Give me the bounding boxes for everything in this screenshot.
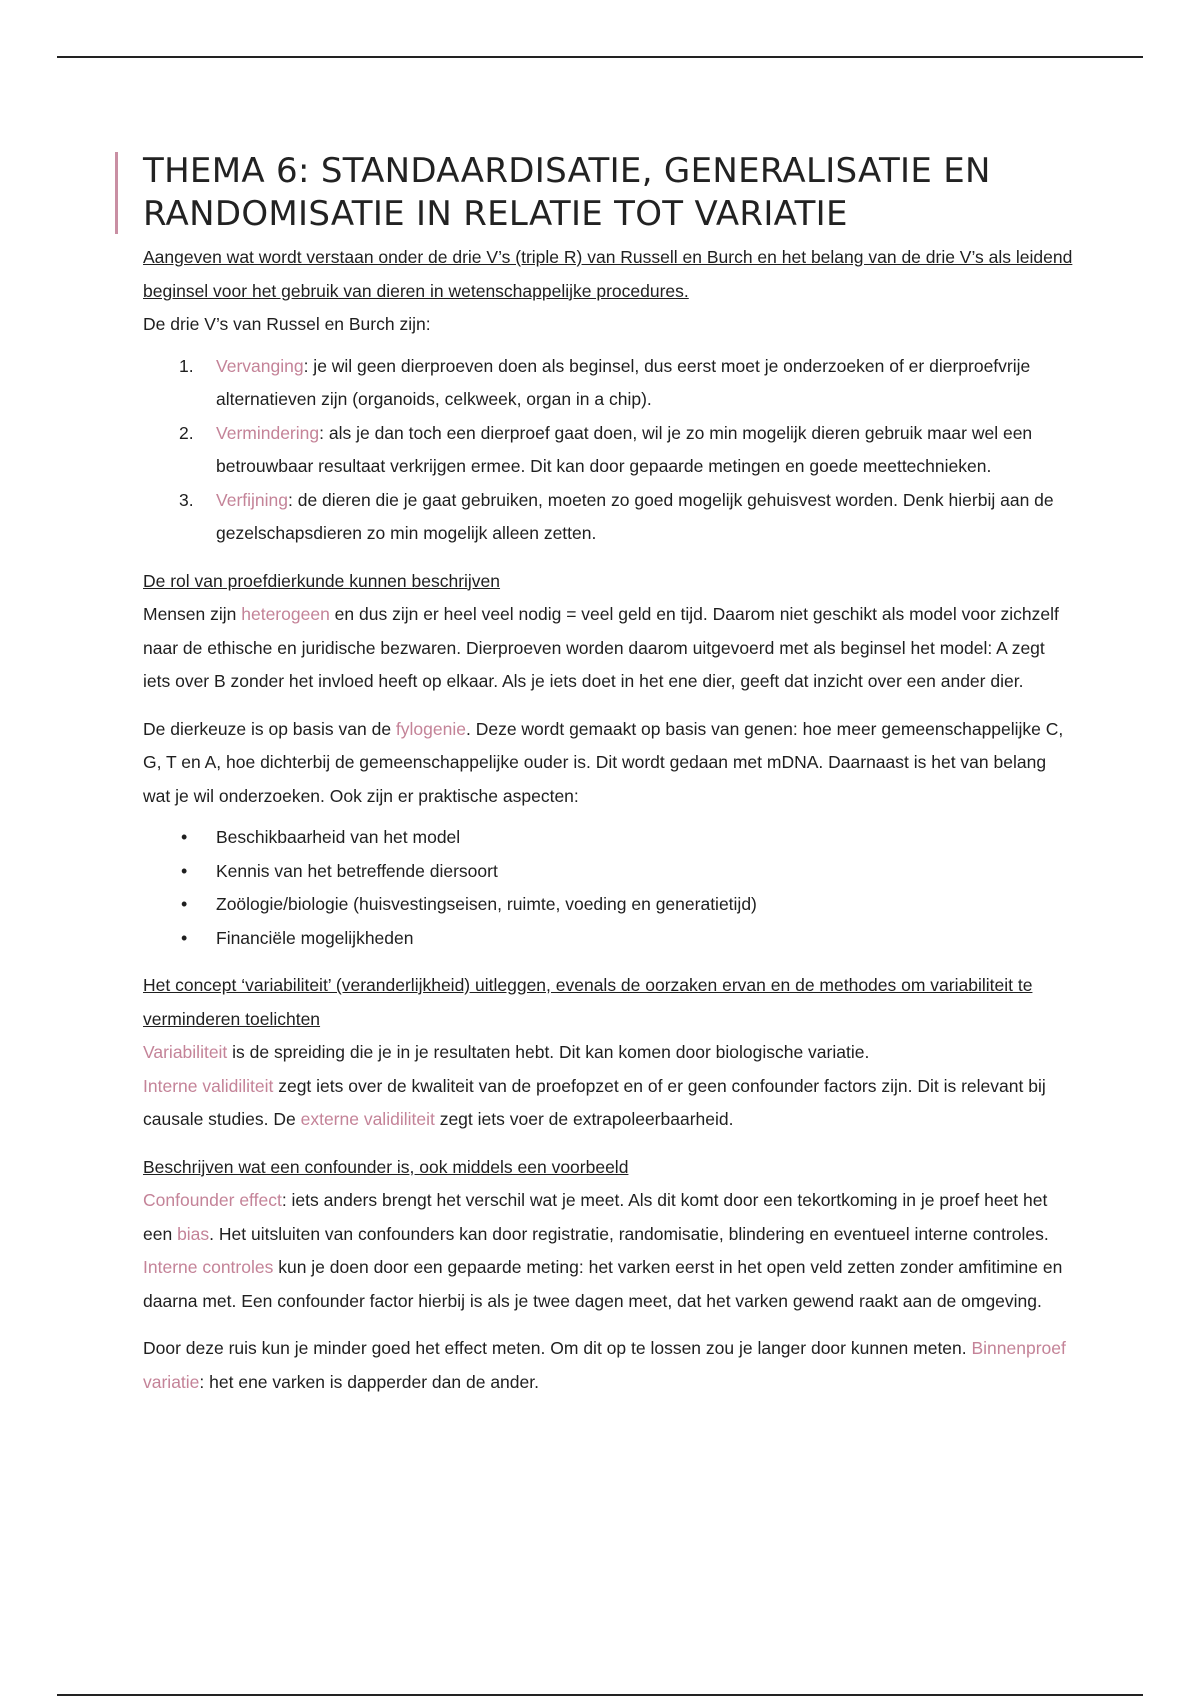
paragraph: Interne validiliteit zegt iets over de kwaliteit van de proefopzet en of er geen confounder factors zijn. Dit is relevant bij causale studies. De externe validiliteit zegt iets voer de extrapoleerbaarheid. (143, 1075, 1046, 1129)
paragraph: Confounder effect: iets anders brengt het verschil wat je meet. Als dit komt door een tekortkoming in je proef heet het een bias. Het uitsluiten van confounders kan door registratie, randomisatie, blindering en eventueel interne controles. Interne controles kun je doen door een gepaarde meting: het varken eerst in het open veld zetten zonder amfitimine en daarna met. Een confounder factor hierbij is als je twee dagen meet, dat het varken gewend raakt aan de omgeving. (143, 1190, 1063, 1311)
section-variabiliteit (143, 969, 1073, 1137)
term-highlight: Verfijning (216, 489, 288, 510)
bottom-rule (57, 1694, 1143, 1696)
bullet-list (143, 821, 1073, 955)
heading-accent-bar (115, 152, 118, 234)
bullet-icon: • (181, 927, 188, 948)
list-number: 3. (179, 489, 194, 510)
term-highlight: heterogeen (241, 604, 330, 624)
section-heading: Beschrijven wat een confounder is, ook middels een voorbeeld (143, 1156, 629, 1177)
list-item (143, 417, 1073, 484)
term-highlight: Vermindering (216, 422, 320, 443)
term-highlight: Vervanging (216, 355, 304, 376)
term-highlight: bias (177, 1223, 210, 1244)
list-item: • Financiële mogelijkheden (143, 922, 1073, 956)
list-number: 2. (179, 422, 194, 443)
section-heading: Aangeven wat wordt verstaan onder de drie V’s (triple R) van Russell en Burch en het belang van de drie V’s als leidend beginsel voor het gebruik van dieren in wetenschappelijke procedures. (143, 247, 1073, 301)
term-highlight: fylogenie (395, 718, 466, 739)
document-body (143, 150, 1073, 1399)
bullet-icon: • (181, 827, 188, 847)
term-highlight: externe validiliteit (300, 1109, 435, 1129)
section-heading: Het concept ‘variabiliteit’ (veranderlijkheid) uitleggen, evenals de oorzaken ervan en de methodes om variabiliteit te verminderen toelichten (143, 975, 1033, 1029)
paragraph: Door deze ruis kun je minder goed het effect meten. Om dit op te lossen zou je langer door kunnen meten. Binnenproef variatie: het ene varken is dapperder dan de ander. (143, 1338, 1066, 1392)
list-item: • Zoölogie/biologie (huisvestingseisen, ruimte, voeding en generatietijd) (143, 888, 1073, 922)
term-highlight: Confounder effect (143, 1190, 282, 1210)
section-proefdierkunde (143, 565, 1073, 956)
term-highlight: Interne controles (143, 1257, 274, 1277)
list-item: • Kennis van het betreffende diersoort (143, 855, 1073, 889)
section-confounder (143, 1151, 1073, 1400)
page-title: THEMA 6: STANDAARDISATIE, GENERALISATIE EN RANDOMISATIE IN RELATIE TOT VARIATIE (143, 151, 991, 234)
top-rule (57, 56, 1143, 58)
paragraph: De dierkeuze is op basis van de fylogenie. Deze wordt gemaakt op basis van genen: hoe meer gemeenschappelijke C, G, T en A, hoe dichterbij de gemeenschappelijke ouder is. Dit wordt gedaan met mDNA. Daarnaast is het van belang wat je wil onderzoeken. Ook zijn er praktische aspecten: (143, 718, 1064, 806)
bullet-icon: • (181, 860, 188, 881)
list-text: : je wil geen dierproeven doen als beginsel, dus eerst moet je onderzoeken of er dierproefvrije alternatieven zijn (organoids, celkweek, organ in a chip). (216, 355, 1031, 409)
list-number: 1. (179, 355, 194, 376)
paragraph: De drie V’s van Russel en Burch zijn: (143, 314, 431, 334)
term-highlight: Variabiliteit (143, 1042, 228, 1062)
term-highlight: Interne validiliteit (143, 1075, 274, 1096)
term-highlight: Binnenproef variatie (143, 1338, 1066, 1392)
list-item: • Beschikbaarheid van het model (143, 821, 1073, 855)
list-item (143, 484, 1073, 551)
list-item (143, 350, 1073, 417)
list-text: : als je dan toch een dierproef gaat doen, wil je zo min mogelijk dieren gebruik maar wel een betrouwbaar resultaat verkrijgen ermee. Dit kan door gepaarde metingen en goede meettechnieken. (216, 422, 1033, 476)
section-heading: De rol van proefdierkunde kunnen beschrijven (143, 570, 501, 591)
section-triple-r (143, 241, 1073, 551)
bullet-icon: • (181, 894, 188, 914)
numbered-list (143, 350, 1073, 551)
paragraph: Variabiliteit is de spreiding die je in je resultaten hebt. Dit kan komen door biologische variatie. (143, 1042, 870, 1062)
list-text: : de dieren die je gaat gebruiken, moeten zo goed mogelijk gehuisvest worden. Denk hierbij aan de gezelschapsdieren zo min mogelijk alleen zetten. (216, 489, 1054, 543)
paragraph: Mensen zijn heterogeen en dus zijn er heel veel nodig = veel geld en tijd. Daarom niet geschikt als model voor zichzelf naar de ethische en juridische bezwaren. Dierproeven worden daarom uitgevoerd met als beginsel het model: A zegt iets over B zonder het invloed heeft op elkaar. Als je iets doet in het ene dier, geeft dat inzicht over een ander dier. (143, 604, 1059, 691)
